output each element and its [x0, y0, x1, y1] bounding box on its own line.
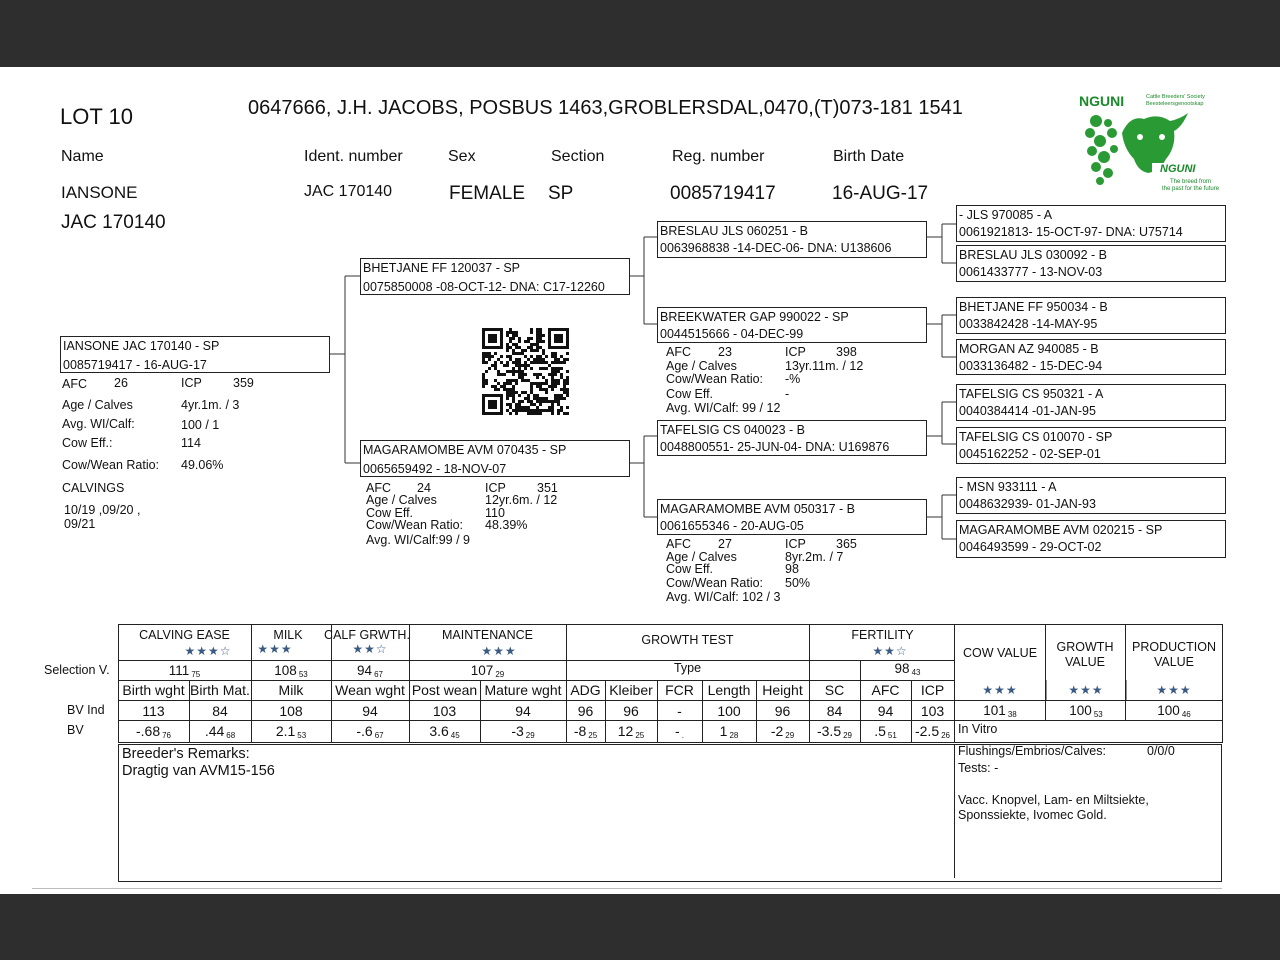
ggp-line-2: 0046493599 - 29-OCT-02 — [959, 540, 1102, 554]
logo-tagline-2: the past for the future — [1162, 186, 1220, 192]
bv-accuracy: 45 — [450, 731, 460, 740]
ggp-line-1: TAFELSIG CS 010070 - SP — [959, 430, 1113, 444]
gp-line-1: BREEKWATER GAP 990022 - SP — [660, 310, 849, 324]
label-section: Section — [551, 148, 605, 165]
sire-line-1: BHETJANE FF 120037 - SP — [363, 261, 521, 275]
tests-label: Tests: - — [958, 761, 999, 775]
milk-stars: ★★★ — [257, 642, 293, 656]
bv-ind-value: 94 — [515, 703, 531, 719]
vaccination-line-2: Sponssiekte, Ivomec Gold. — [958, 808, 1107, 822]
selection-calf-value: 94 — [357, 663, 373, 678]
bv-accuracy: 25 — [635, 731, 645, 740]
ggp-line-1: TAFELSIG CS 950321 - A — [959, 387, 1104, 401]
bv-ind-value: 108 — [279, 703, 303, 719]
bv-value — [756, 724, 809, 740]
page-bottom-rule — [32, 888, 1222, 889]
column-header: Height — [762, 682, 803, 698]
bv-accuracy: 28 — [729, 731, 739, 740]
column-header: Milk — [278, 682, 304, 698]
selection-fertility-value: 98 — [894, 661, 910, 676]
logo-title: NGUNI — [1079, 93, 1125, 109]
animal-calvings-2: 09/21 — [64, 517, 96, 531]
selection-fertility-acc: 43 — [911, 668, 921, 677]
bv-number: -8 — [573, 723, 587, 739]
gp3-wl: Avg. WI/Calf: 102 / 3 — [666, 590, 781, 604]
bv-value — [189, 724, 251, 740]
group-cow-value: COW VALUE — [962, 646, 1038, 660]
animal-age-label: Age / Calves — [62, 398, 133, 412]
bv-ind-value: 94 — [877, 703, 894, 719]
animal-line-2: 0085719417 - 16-AUG-17 — [63, 358, 207, 372]
dam-icp-label: ICP — [485, 481, 506, 495]
in-vitro-label: In Vitro — [958, 722, 998, 736]
gp-line-2: 0061655346 - 20-AUG-05 — [660, 519, 804, 533]
bv-number: 3.6 — [429, 723, 449, 739]
growth-value-ind — [1046, 704, 1126, 719]
animal-wl: 100 / 1 — [181, 418, 220, 432]
dam-cw: 48.39% — [485, 518, 528, 532]
gp-line-1: BRESLAU JLS 060251 - B — [660, 224, 808, 238]
logo-society: Cattle Breeders' Society — [1146, 94, 1205, 100]
gp3-cw: 50% — [785, 576, 811, 590]
gp3-cw-label: Cow/Wean Ratio: — [666, 576, 764, 590]
gp3-eff-label: Cow Eff. — [666, 562, 714, 576]
bv-ind-value: 94 — [362, 703, 378, 719]
gp1-eff-label: Cow Eff. — [666, 387, 714, 401]
bv-value — [702, 724, 756, 740]
bv-value — [118, 724, 189, 740]
bv-number: .5 — [874, 723, 886, 739]
animal-cow-eff-label: Cow Eff.: — [62, 436, 113, 450]
calving-stars: ★★★☆ — [184, 644, 232, 658]
bv-number: - — [675, 723, 680, 739]
cow-value-ind — [955, 704, 1045, 719]
bv-number: 1 — [719, 723, 728, 739]
bv-ind-value: 96 — [774, 703, 791, 719]
gp3-icp: 365 — [836, 537, 857, 551]
value-sex: FEMALE — [449, 183, 526, 204]
animal-line-1: IANSONE JAC 170140 - SP — [63, 339, 220, 353]
bv-number: 2.1 — [275, 723, 296, 739]
gp1-afc-label: AFC — [666, 345, 691, 359]
production-value-number: 100 — [1157, 703, 1180, 718]
group-maintenance: MAINTENANCE — [442, 628, 533, 642]
label-sex: Sex — [448, 148, 476, 165]
gp3-afc: 27 — [718, 537, 732, 551]
group-calf-growth: CALF GRWTH. — [324, 628, 410, 642]
bv-ind-value: 84 — [212, 703, 228, 719]
selection-calving-acc: 75 — [191, 670, 201, 679]
ggp-line-1: MAGARAMOMBE AVM 020215 - SP — [959, 523, 1163, 537]
bv-accuracy: 29 — [843, 731, 853, 740]
selection-type: Type — [673, 661, 702, 675]
ggp-line-2: 0040384414 -01-JAN-95 — [959, 404, 1096, 418]
ggp-line-2: 0048632939- 01-JAN-93 — [959, 497, 1096, 511]
production-value-acc: 46 — [1181, 710, 1191, 719]
selection-maint-acc: 29 — [495, 670, 505, 679]
bv-number: -3.5 — [816, 723, 842, 739]
ggp-line-1: - JLS 970085 - A — [959, 208, 1053, 222]
bv-accuracy: 76 — [162, 731, 172, 740]
column-header: Kleiber — [609, 682, 653, 698]
column-header: SC — [824, 682, 845, 698]
gp1-age: 13yr.11m. / 12 — [785, 359, 864, 373]
animal-calvings-label: CALVINGS — [62, 481, 125, 495]
bv-value — [409, 724, 480, 740]
label-name: Name — [61, 148, 104, 165]
bv-value — [860, 724, 911, 740]
bv-accuracy: 26 — [941, 731, 951, 740]
bv-number: -2 — [770, 723, 784, 739]
growth-value-acc: 53 — [1093, 710, 1103, 719]
gp3-afc-label: AFC — [666, 537, 691, 551]
group-growth-value: GROWTH VALUE — [1056, 640, 1114, 669]
label-birth: Birth Date — [833, 148, 905, 165]
column-header: AFC — [871, 682, 900, 698]
bv-value — [251, 724, 331, 740]
dam-age: 12yr.6m. / 12 — [485, 493, 558, 507]
bv-value — [331, 724, 409, 740]
bv-ind-value: 100 — [717, 703, 741, 719]
bv-number: 12 — [617, 723, 634, 739]
gp3-eff: 98 — [785, 562, 799, 576]
gp-line-2: 0044515666 - 04-DEC-99 — [660, 327, 804, 341]
bv-accuracy: 68 — [226, 731, 236, 740]
bv-number: -.68 — [135, 723, 161, 739]
dam-line-2: 0065659492 - 18-NOV-07 — [363, 462, 507, 476]
dam-icp: 351 — [537, 481, 558, 495]
value-ident: JAC 170140 — [304, 183, 393, 200]
ggp-line-2: 0033136482 - 15-DEC-94 — [959, 359, 1103, 373]
group-growth-test: GROWTH TEST — [641, 633, 734, 647]
production-value-ind — [1126, 704, 1222, 719]
dam-eff-label: Cow Eff. — [366, 506, 414, 520]
bv-value — [911, 724, 954, 740]
gp3-age-label: Age / Calves — [666, 550, 737, 564]
selection-calving — [118, 664, 251, 679]
bv-accuracy: 53 — [297, 731, 307, 740]
bv-number: .44 — [204, 723, 225, 739]
gp3-age: 8yr.2m. / 7 — [785, 550, 844, 564]
selection-calving-value: 111 — [168, 663, 190, 678]
bv-value — [657, 724, 702, 740]
gp3-icp-label: ICP — [785, 537, 806, 551]
value-section: SP — [548, 183, 574, 204]
bv-accuracy: 25 — [588, 731, 598, 740]
gp1-afc: 23 — [718, 345, 732, 359]
animal-cow-eff: 114 — [181, 436, 201, 450]
bv-ind-value: 103 — [432, 703, 457, 719]
dam-cw-label: Cow/Wean Ratio: — [366, 518, 464, 532]
group-calving-ease: CALVING EASE — [139, 628, 230, 642]
dam-age-label: Age / Calves — [366, 493, 437, 507]
logo-society-af: Beesteleersgenootskap — [1146, 101, 1204, 107]
selection-maint-value: 107 — [470, 663, 494, 678]
animal-wl-label: Avg. WI/Calf: — [62, 417, 135, 431]
bv-ind-value: 113 — [142, 703, 165, 719]
vaccination-line-1: Vacc. Knopvel, Lam- en Miltsiekte, — [958, 793, 1149, 807]
ggp-line-2: 0061433777 - 13-NOV-03 — [959, 265, 1103, 279]
bv-ind-value: 84 — [826, 703, 843, 719]
bv-ind-value: - — [677, 703, 682, 719]
bv-number: -.6 — [356, 723, 373, 739]
growth-value-number: 100 — [1069, 703, 1092, 718]
ggp-line-2: 0033842428 -14-MAY-95 — [959, 317, 1098, 331]
logo-tagline-1: The breed from — [1170, 179, 1212, 185]
value-reg: 0085719417 — [670, 183, 776, 204]
animal-age: 4yr.1m. / 3 — [181, 398, 240, 412]
ggp-line-1: BHETJANE FF 950034 - B — [959, 300, 1108, 314]
bv-value — [480, 724, 566, 740]
cow-value-acc: 38 — [1007, 710, 1017, 719]
selection-maint — [409, 664, 566, 679]
animal-afc-label: AFC — [62, 377, 87, 391]
bv-accuracy: 51 — [887, 731, 897, 740]
bv-value — [809, 724, 860, 740]
production-value-stars: ★★★ — [1156, 683, 1192, 697]
bv-accuracy: 29 — [785, 731, 795, 740]
dam-line-1: MAGARAMOMBE AVM 070435 - SP — [363, 443, 567, 457]
column-header: Length — [707, 682, 751, 698]
flushings-label: Flushings/Embrios/Calves: — [958, 744, 1106, 758]
selection-milk — [251, 664, 331, 679]
animal-icp: 359 — [233, 376, 254, 390]
gp1-eff: - — [785, 387, 790, 401]
ggp-line-2: 0045162252 - 02-SEP-01 — [959, 447, 1101, 461]
value-birth: 16-AUG-17 — [832, 183, 929, 204]
animal-afc: 26 — [114, 376, 128, 390]
gp-line-1: TAFELSIG CS 040023 - B — [660, 423, 805, 437]
column-header: Birth Mat. — [190, 682, 250, 698]
bv-value — [566, 724, 605, 740]
ggp-line-1: BRESLAU JLS 030092 - B — [959, 248, 1107, 262]
growth-value-stars: ★★★ — [1068, 683, 1104, 697]
gp-line-1: MAGARAMOMBE AVM 050317 - B — [660, 502, 855, 516]
column-header: Mature wght — [484, 682, 562, 698]
gp1-cw-label: Cow/Wean Ratio: — [666, 372, 764, 386]
gp1-icp: 398 — [836, 345, 857, 359]
gp1-icp-label: ICP — [785, 345, 806, 359]
group-milk: MILK — [273, 628, 303, 642]
bv-number: -3 — [511, 723, 524, 739]
label-ident: Ident. number — [304, 148, 403, 165]
gp1-age-label: Age / Calves — [666, 359, 737, 373]
calf-stars: ★★☆ — [352, 642, 388, 656]
sire-line-2: 0075850008 -08-OCT-12- DNA: C17-12260 — [363, 280, 605, 294]
gp-line-2: 0063968838 -14-DEC-06- DNA: U138606 — [660, 241, 892, 255]
column-header: ADG — [570, 682, 601, 698]
dam-afc-label: AFC — [366, 481, 391, 495]
animal-calvings-1: 10/19 ,09/20 , — [64, 503, 141, 517]
label-reg: Reg. number — [672, 148, 765, 165]
bv-ind-value: 96 — [623, 703, 639, 719]
gp1-wl: Avg. WI/Calf: 99 / 12 — [666, 401, 781, 415]
gp1-cw: -% — [785, 372, 801, 386]
ggp-line-1: MORGAN AZ 940085 - B — [959, 342, 1099, 356]
row-label-bv: BV — [67, 723, 84, 737]
row-label-bv-ind: BV Ind — [67, 703, 105, 717]
bv-accuracy: 29 — [525, 731, 535, 740]
animal-cw-label: Cow/Wean Ratio: — [62, 458, 160, 472]
dam-wl: Avg. WI/Calf:99 / 9 — [366, 533, 470, 547]
selection-milk-acc: 53 — [298, 670, 308, 679]
bv-accuracy: 67 — [374, 731, 384, 740]
group-production-value: PRODUCTION VALUE — [1131, 640, 1217, 669]
column-header: Birth wght — [122, 682, 185, 698]
selection-calf — [331, 664, 409, 679]
animal-icp-label: ICP — [181, 376, 202, 390]
selection-fertility — [860, 662, 955, 677]
bv-ind-value: 96 — [577, 703, 594, 719]
row-label-selection: Selection V. — [44, 663, 110, 677]
column-header: Wean wght — [335, 682, 405, 698]
value-name-ident: JAC 170140 — [61, 212, 166, 233]
bv-value — [605, 724, 657, 740]
dam-afc: 24 — [417, 481, 431, 495]
cow-value-number: 101 — [983, 703, 1006, 718]
animal-cw: 49.06% — [181, 458, 224, 472]
remarks-label: Breeder's Remarks: — [122, 746, 250, 762]
gp-line-2: 0048800551- 25-JUN-04- DNA: U169876 — [660, 440, 890, 454]
remarks-text: Dragtig van AVM15-156 — [122, 763, 275, 779]
bv-accuracy: . — [681, 731, 684, 740]
flushings-value: 0/0/0 — [1147, 744, 1175, 758]
selection-calf-acc: 67 — [374, 670, 383, 679]
column-header: Post wean — [411, 682, 478, 698]
selection-milk-value: 108 — [274, 663, 297, 678]
ggp-line-2: 0061921813- 15-OCT-97- DNA: U75714 — [959, 225, 1183, 239]
bv-number: -2.5 — [914, 723, 940, 739]
owner-line: 0647666, J.H. JACOBS, POSBUS 1463,GROBLERSDAL,0470,(T)073-181 1541 — [248, 97, 963, 119]
group-fertility: FERTILITY — [851, 628, 914, 642]
ggp-line-1: - MSN 933111 - A — [959, 480, 1057, 494]
column-header: ICP — [920, 682, 945, 698]
column-header: FCR — [665, 682, 694, 698]
lot-number: LOT 10 — [60, 104, 133, 129]
logo-badge: NGUNI — [1160, 163, 1196, 175]
bv-ind-value: 103 — [920, 703, 945, 719]
dam-eff: 110 — [485, 506, 505, 520]
fertility-stars: ★★☆ — [872, 644, 908, 658]
maint-stars: ★★★ — [481, 644, 517, 658]
cow-value-stars: ★★★ — [982, 683, 1018, 697]
value-name: IANSONE — [61, 183, 138, 202]
